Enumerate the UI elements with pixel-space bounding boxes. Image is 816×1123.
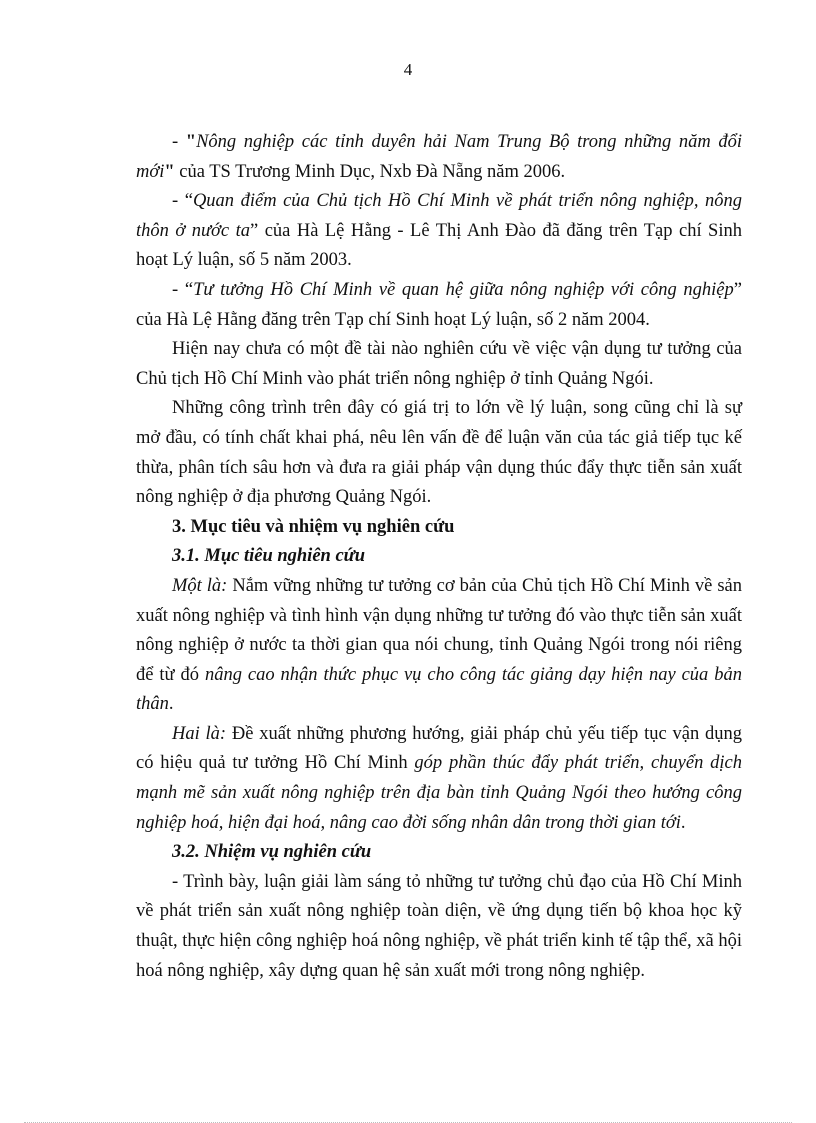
open-quote: “	[184, 279, 194, 300]
goal-end: .	[168, 694, 174, 715]
goal-text: Đề xuất những phương hướng, giải pháp chủ yếu tiếp tục vận dụng có hiệu quả tư tưởng Hồ Chí Minh	[136, 723, 742, 774]
goal-lead: Hai là:	[172, 723, 227, 744]
subsection-heading: 3.2. Nhiệm vụ nghiên cứu	[172, 842, 372, 863]
goal-paragraph	[136, 572, 742, 720]
open-quote: "	[185, 132, 197, 152]
reference-item	[136, 187, 742, 276]
reference-dash: -	[172, 191, 185, 212]
subsection-heading: 3.1. Mục tiêu nghiên cứu	[172, 546, 366, 567]
task-item: - Trình bày, luận giải làm sáng tỏ những tư tưởng chủ đạo của Hồ Chí Minh về phát triển sản xuất nông nghiệp toàn diện, về ứng dụng tiến bộ khoa học kỹ thuật, thực hiện công nghiệp hoá nông nghiệp, về phát triển kinh tế tập thể, xã hội hoá nông nghiệp, xây dựng quan hệ sản xuất mới trong nông nghiệp.	[136, 871, 742, 981]
reference-item	[136, 128, 742, 187]
goal-emphasis: nâng cao nhận thức phục vụ cho công tác giảng dạy hiện nay của bản thân	[136, 664, 742, 715]
close-quote: ”	[733, 279, 742, 300]
body-paragraph: Những công trình trên đây có giá trị to lớn về lý luận, song cũng chỉ là sự mở đầu, có tính chất khai phá, nêu lên vấn đề để luận văn của tác giả tiếp tục kế thừa, phân tích sâu hơn và đưa ra giải pháp vận dụng thúc đẩy thực tiễn sản xuất nông nghiệp ở địa phương Quảng Ngói.	[136, 398, 742, 508]
goal-lead: Một là:	[172, 575, 228, 596]
reference-source: của Hà Lệ Hằng đăng trên Tạp chí Sinh hoạt Lý luận, số 2 năm 2004.	[136, 309, 650, 330]
goal-text: Nắm vững những tư tưởng cơ bản của Chủ tịch Hồ Chí Minh về sản xuất nông nghiệp và tình hình vận dụng những tư tưởng đó vào thực tiễn sản xuất nông nghiệp ở nước ta thời gian qua nói chung, tỉnh Quảng Ngói trong nói riêng để từ đó	[136, 575, 742, 685]
page-number: 4	[403, 60, 413, 79]
reference-source: của TS Trương Minh Dục, Nxb Đà Nẵng năm 2006.	[174, 161, 566, 182]
body-paragraph: Hiện nay chưa có một đề tài nào nghiên cứu về việc vận dụng tư tưởng của Chủ tịch Hồ Chí Minh vào phát triển nông nghiệp ở tỉnh Quảng Ngói.	[136, 339, 742, 389]
reference-title: Quan điểm của Chủ tịch Hồ Chí Minh về phát triển nông nghiệp, nông thôn ở nước ta	[136, 191, 742, 241]
reference-dash: -	[172, 279, 185, 300]
goal-end: .	[680, 812, 686, 833]
reference-dash: -	[172, 132, 186, 152]
close-quote: "	[164, 161, 175, 182]
reference-title: Nông nghiệp các tỉnh duyên hải Nam Trung Bộ trong những năm đổi mới	[136, 132, 742, 182]
goal-paragraph	[136, 720, 742, 838]
close-quote: ”	[250, 220, 259, 241]
section-heading: 3. Mục tiêu và nhiệm vụ nghiên cứu	[172, 516, 455, 537]
open-quote: “	[184, 191, 193, 212]
reference-title: Tư tưởng Hồ Chí Minh về quan hệ giữa nông nghiệp với công nghiệp	[193, 279, 734, 300]
reference-source: của Hà Lệ Hằng - Lê Thị Anh Đào đã đăng trên Tạp chí Sinh hoạt Lý luận, số 5 năm 2003.	[136, 220, 742, 271]
document-body	[136, 128, 742, 986]
reference-item	[136, 276, 742, 335]
goal-emphasis: góp phần thúc đẩy phát triển, chuyển dịch mạnh mẽ sản xuất nông nghiệp trên địa bàn tỉnh Quảng Ngói theo hướng công nghiệp hoá, hiện đại hoá, nâng cao đời sống nhân dân trong thời gian tới	[136, 753, 742, 833]
